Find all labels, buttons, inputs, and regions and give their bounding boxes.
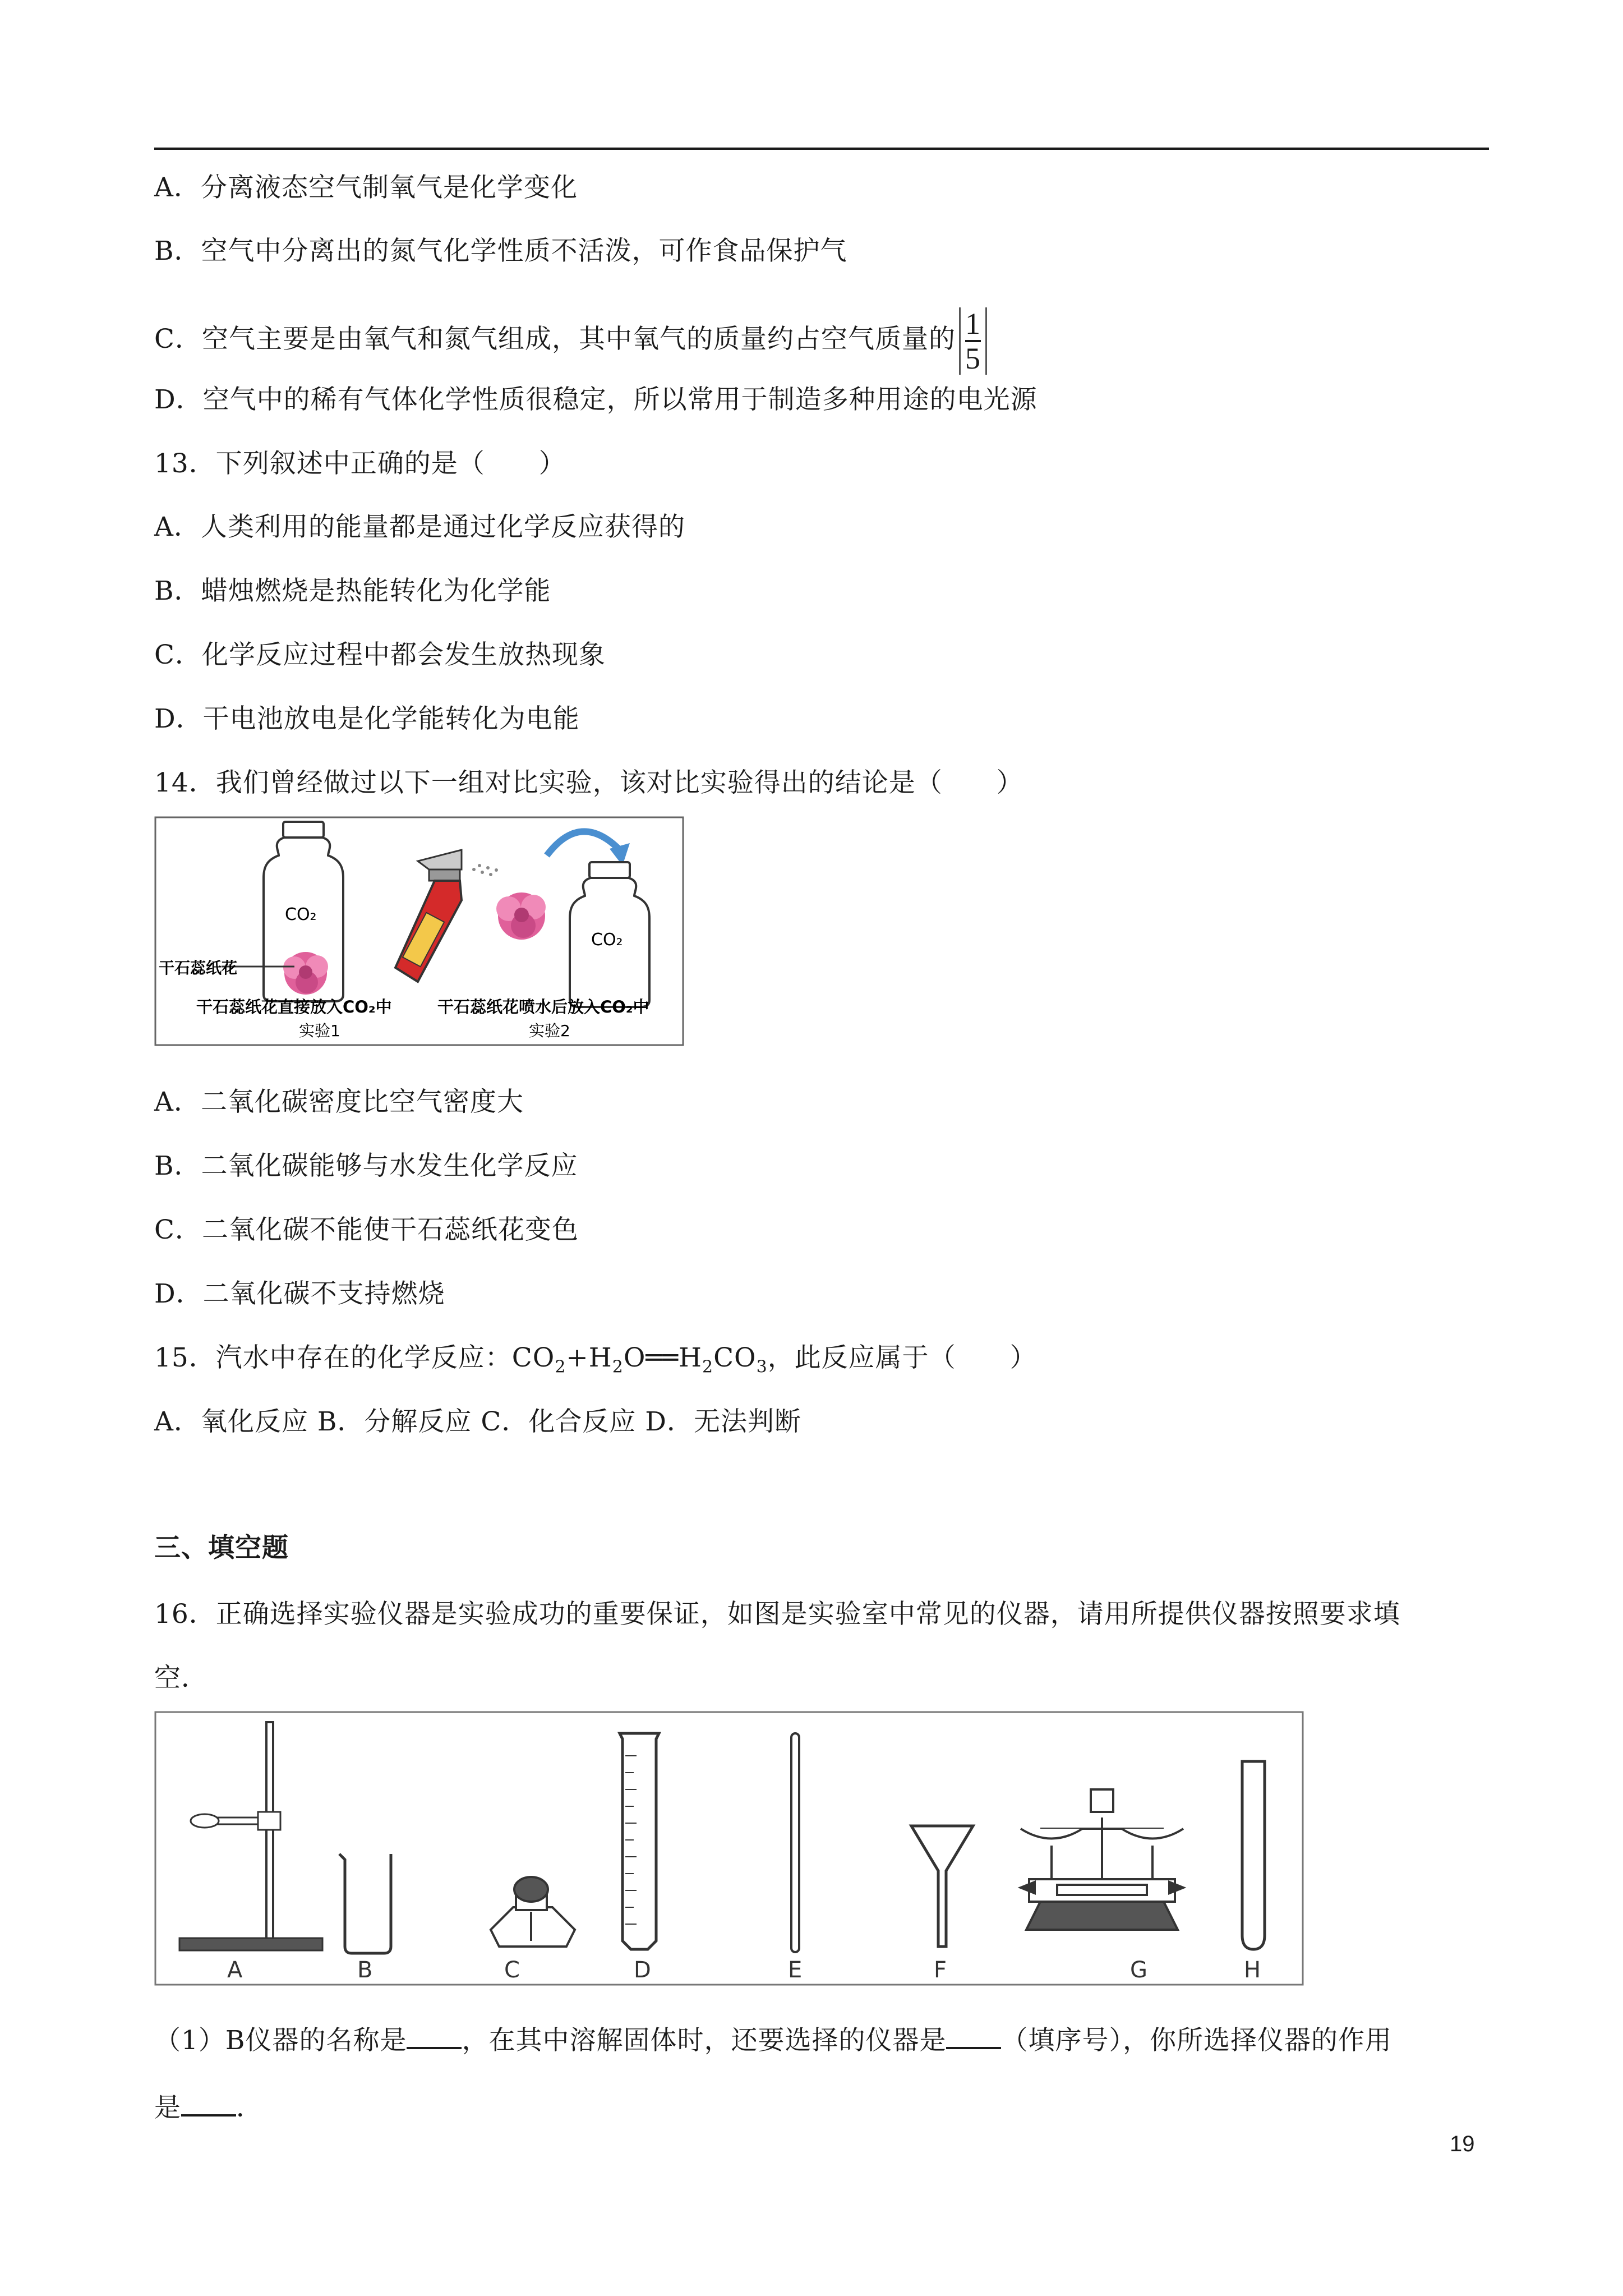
fraction-one-fifth bbox=[959, 307, 987, 375]
q15-options: A．氧化反应 B．分解反应 C．化合反应 D．无法判断 bbox=[154, 1406, 801, 1437]
page-number: 19 bbox=[1450, 2132, 1475, 2156]
q16-stem-line1: 16．正确选择实验仪器是实验成功的重要保证，如图是实验室中常见的仪器，请用所提供仪器按照要求填 bbox=[154, 1599, 1400, 1630]
instrument-label-f: F bbox=[934, 1957, 947, 1983]
q13-stem: 13．下列叙述中正确的是（ ） bbox=[154, 448, 566, 479]
q12-option-c bbox=[154, 307, 987, 375]
beaker-icon bbox=[339, 1854, 391, 1953]
q14-option-c: C．二氧化碳不能使干石蕊纸花变色 bbox=[154, 1214, 579, 1245]
jar-2-label: CO₂ bbox=[591, 930, 623, 950]
fraction-denominator: 5 bbox=[965, 342, 981, 375]
instrument-label-h: H bbox=[1244, 1957, 1261, 1983]
test-tube-icon bbox=[1242, 1761, 1265, 1949]
subscript: 2 bbox=[555, 1357, 566, 1377]
q15-stem-post: ，此反应属于（ ） bbox=[767, 1342, 1037, 1373]
q13-option-d: D．干电池放电是化学能转化为电能 bbox=[154, 703, 580, 734]
q12-option-b: B．空气中分离出的氮气化学性质不活泼，可作食品保护气 bbox=[154, 236, 847, 266]
q15-co: CO bbox=[713, 1342, 757, 1373]
q14-experiment-figure bbox=[154, 816, 684, 1046]
instrument-label-b: B bbox=[357, 1957, 373, 1983]
instrument-label-c: C bbox=[504, 1957, 520, 1983]
subscript: 2 bbox=[702, 1357, 714, 1377]
instrument-label-a: A bbox=[227, 1957, 243, 1983]
sub1-text-e: ． bbox=[236, 2092, 263, 2123]
pointer-label: 干石蕊纸花 bbox=[159, 959, 238, 977]
q16-subquestion-1-line2 bbox=[154, 2090, 263, 2125]
caption-2: 干石蕊纸花喷水后放入CO₂中 bbox=[437, 997, 649, 1016]
q12-option-a: A．分离液态空气制氧气是化学变化 bbox=[154, 172, 578, 203]
sub1-text-a: （1）B仪器的名称是 bbox=[154, 2025, 407, 2056]
q14-stem: 14．我们曾经做过以下一组对比实验，该对比实验得出的结论是（ ） bbox=[154, 767, 1023, 798]
q16-subquestion-1-line1 bbox=[154, 2022, 1392, 2058]
caption-1-sub: 实验1 bbox=[299, 1022, 340, 1040]
q16-instruments-figure bbox=[154, 1711, 1304, 1986]
caption-2-sub: 实验2 bbox=[529, 1022, 570, 1040]
instrument-label-g: G bbox=[1130, 1957, 1147, 1983]
instrument-label-d: D bbox=[634, 1957, 651, 1983]
q15-stem bbox=[154, 1341, 1037, 1375]
jar-1-label: CO₂ bbox=[285, 905, 317, 924]
answer-blank-2[interactable] bbox=[946, 2022, 1001, 2049]
q14-option-b: B．二氧化碳能够与水发生化学反应 bbox=[154, 1151, 578, 1181]
section-title: 三、填空题 bbox=[154, 1533, 289, 1563]
q14-option-d: D．二氧化碳不支持燃烧 bbox=[154, 1278, 445, 1309]
sub1-text-d: 是 bbox=[154, 2092, 181, 2123]
q13-option-c: C．化学反应过程中都会发生放热现象 bbox=[154, 639, 606, 670]
glass-rod-icon bbox=[791, 1733, 799, 1952]
subscript: 3 bbox=[756, 1357, 768, 1377]
answer-blank-1[interactable] bbox=[407, 2022, 462, 2049]
fraction-numerator: 1 bbox=[965, 307, 981, 342]
q15-stem-pre: 15．汽水中存在的化学反应：CO bbox=[154, 1342, 555, 1373]
q12-option-c-text: C．空气主要是由氧气和氮气组成，其中氧气的质量约占空气质量的 bbox=[154, 324, 956, 355]
q15-mid: O══H bbox=[623, 1342, 702, 1373]
q13-option-b: B．蜡烛燃烧是热能转化为化学能 bbox=[154, 576, 551, 606]
answer-blank-3[interactable] bbox=[181, 2090, 236, 2116]
header-rule bbox=[154, 148, 1489, 150]
q15-plus-h: +H bbox=[566, 1342, 612, 1373]
caption-1: 干石蕊纸花直接放入CO₂中 bbox=[196, 997, 392, 1016]
sub1-text-b: ，在其中溶解固体时，还要选择的仪器是 bbox=[462, 2025, 947, 2056]
q12-option-d: D．空气中的稀有气体化学性质很稳定，所以常用于制造多种用途的电光源 bbox=[154, 384, 1038, 415]
q13-option-a: A．人类利用的能量都是通过化学反应获得的 bbox=[154, 512, 685, 542]
q16-stem-line2: 空． bbox=[154, 1663, 208, 1694]
graduated-cylinder-icon bbox=[620, 1733, 659, 1949]
sub1-text-c: （填序号），你所选择仪器的作用 bbox=[1001, 2025, 1392, 2056]
instrument-label-e: E bbox=[788, 1957, 803, 1983]
q14-option-a: A．二氧化碳密度比空气密度大 bbox=[154, 1087, 524, 1117]
subscript: 2 bbox=[612, 1357, 624, 1377]
